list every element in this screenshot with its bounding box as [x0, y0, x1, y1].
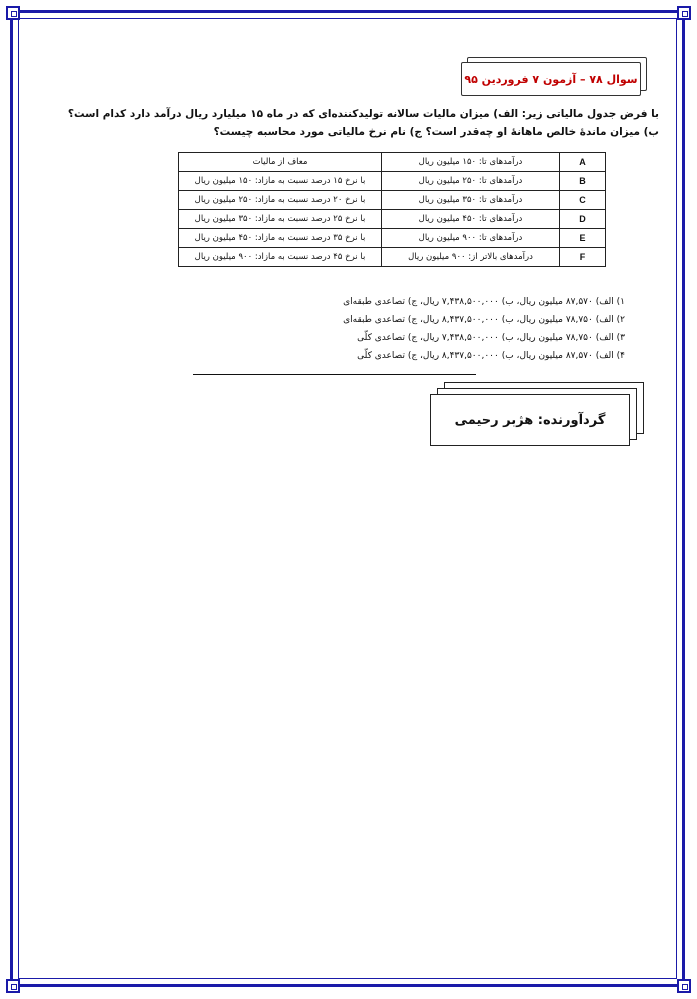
table-cell-tax: با نرخ ۲۵ درصد نسبت به مازاد: ۳۵۰ میلیون ریال — [179, 210, 382, 229]
table-row — [179, 210, 606, 229]
table-row — [179, 229, 606, 248]
table-cell-letter: E — [560, 229, 606, 248]
table-cell-tax: با نرخ ۲۰ درصد نسبت به مازاد: ۲۵۰ میلیون ریال — [179, 191, 382, 210]
question-line-1: با فرض جدول مالیاتی زیر: الف) میزان مالیات سالانه تولیدکننده‌ای که در ماه ۱۵ میلیارد ریال درآمد دارد کدام است؟ — [67, 108, 659, 120]
option-1: ۱) الف) ۸۷,۵۷۰ میلیون ریال، ب) ۷,۴۳۸,۵۰۰,۰۰۰ ریال، ج) تصاعدی طبقه‌ای — [343, 297, 625, 307]
author-label: گردآورنده: هژبر رحیمی — [430, 394, 630, 446]
corner-ornament-top-right — [677, 6, 691, 20]
table-cell-tax: با نرخ ۱۵ درصد نسبت به مازاد: ۱۵۰ میلیون ریال — [179, 172, 382, 191]
option-2: ۲) الف) ۷۸,۷۵۰ میلیون ریال، ب) ۸,۴۳۷,۵۰۰,۰۰۰ ریال، ج) تصاعدی طبقه‌ای — [343, 315, 625, 325]
question-header-box — [461, 62, 645, 94]
separator-line — [193, 374, 476, 375]
corner-ornament-bottom-left — [6, 979, 20, 993]
option-3: ۳) الف) ۷۸,۷۵۰ میلیون ریال، ب) ۷,۴۳۸,۵۰۰,۰۰۰ ریال، ج) تصاعدی کلّی — [357, 333, 625, 343]
corner-ornament-top-left — [6, 6, 20, 20]
table-cell-tax: با نرخ ۴۵ درصد نسبت به مازاد: ۹۰۰ میلیون ریال — [179, 248, 382, 267]
table-cell-letter: C — [560, 191, 606, 210]
table-cell-income: درآمدهای تا: ۲۵۰ میلیون ریال — [382, 172, 560, 191]
table-cell-income: درآمدهای تا: ۱۵۰ میلیون ریال — [382, 153, 560, 172]
table-row — [179, 191, 606, 210]
table-cell-tax: معاف از مالیات — [179, 153, 382, 172]
table-row — [179, 248, 606, 267]
table-cell-letter: D — [560, 210, 606, 229]
table-cell-letter: F — [560, 248, 606, 267]
table-cell-income: درآمدهای بالاتر از: ۹۰۰ میلیون ریال — [382, 248, 560, 267]
table-cell-letter: A — [560, 153, 606, 172]
table-row — [179, 153, 606, 172]
table-cell-income: درآمدهای تا: ۳۵۰ میلیون ریال — [382, 191, 560, 210]
table-row — [179, 172, 606, 191]
question-line-2: ب) میزان ماندهٔ خالص ماهانهٔ او چه‌قدر است؟ ج) نام نرخ مالیاتی مورد محاسبه چیست؟ — [213, 126, 659, 138]
option-4: ۴) الف) ۸۷,۵۷۰ میلیون ریال، ب) ۸,۴۳۷,۵۰۰,۰۰۰ ریال، ج) تصاعدی کلّی — [357, 351, 625, 361]
author-box — [430, 382, 644, 444]
tax-table — [178, 152, 606, 267]
corner-ornament-bottom-right — [677, 979, 691, 993]
table-cell-income: درآمدهای تا: ۹۰۰ میلیون ریال — [382, 229, 560, 248]
question-header: سوال ۷۸ – آزمون ۷ فروردین ۹۵ — [461, 62, 641, 96]
table-cell-income: درآمدهای تا: ۴۵۰ میلیون ریال — [382, 210, 560, 229]
table-cell-tax: با نرخ ۳۵ درصد نسبت به مازاد: ۴۵۰ میلیون ریال — [179, 229, 382, 248]
table-cell-letter: B — [560, 172, 606, 191]
